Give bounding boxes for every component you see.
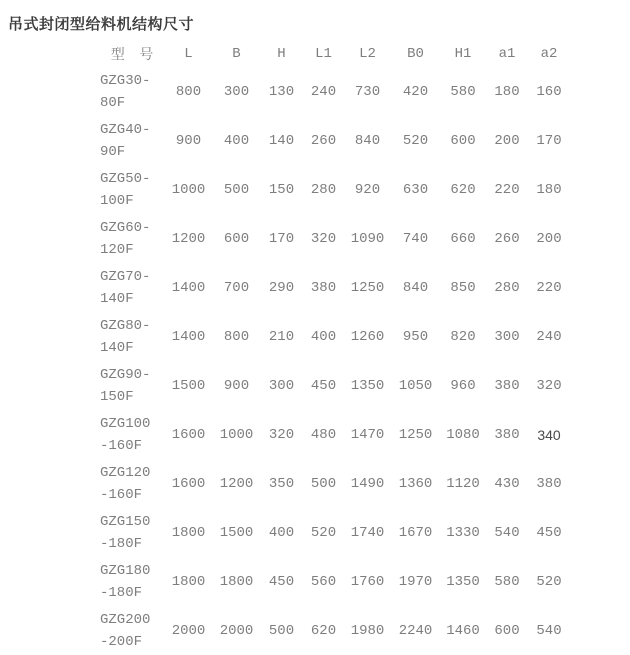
model-line-1: GZG200: [100, 611, 151, 628]
table-row: [100, 263, 570, 312]
model-cell: [100, 557, 164, 606]
value-cell: 500: [310, 475, 337, 492]
model-line-1: GZG100: [100, 415, 151, 432]
value-cell: 1670: [398, 524, 433, 541]
model-line-1: GZG120: [100, 464, 151, 481]
value-cell: 450: [536, 524, 562, 541]
model-line-1: GZG40-: [100, 121, 151, 138]
table-row: [100, 606, 570, 655]
table-row: [100, 557, 570, 606]
value-cell: 520: [536, 573, 562, 590]
model-line-1: GZG50-: [100, 170, 151, 187]
value-cell: 340: [537, 426, 561, 443]
value-cell: 620: [310, 622, 337, 639]
model-cell: [100, 312, 164, 361]
value-cell: 240: [536, 328, 562, 345]
column-header-a2: a2: [540, 46, 558, 62]
column-header-L1: L1: [315, 46, 332, 62]
model-line-1: GZG80-: [100, 317, 151, 334]
value-cell: 280: [310, 181, 337, 198]
value-cell: 580: [450, 83, 476, 100]
column-header-model: 型 号: [110, 48, 154, 64]
value-cell: 200: [494, 132, 520, 149]
value-cell: 1260: [350, 328, 385, 345]
model-line-2: 90F: [100, 143, 126, 160]
value-cell: 150: [268, 181, 295, 198]
model-line-2: -180F: [100, 535, 143, 552]
value-cell: 800: [223, 328, 250, 345]
table-row: [100, 116, 570, 165]
column-header-L2: L2: [359, 46, 376, 62]
value-cell: 1200: [219, 475, 254, 492]
value-cell: 2000: [171, 622, 206, 639]
value-cell: 1080: [446, 426, 480, 443]
column-header-B0: B0: [407, 46, 424, 62]
model-line-2: 140F: [100, 290, 134, 307]
model-cell: [100, 263, 164, 312]
value-cell: 740: [402, 230, 429, 247]
value-cell: 290: [268, 279, 295, 296]
value-cell: 1490: [350, 475, 385, 492]
model-line-1: GZG180: [100, 562, 151, 579]
model-line-1: GZG70-: [100, 268, 151, 285]
value-cell: 840: [354, 132, 381, 149]
model-line-2: -180F: [100, 584, 143, 601]
value-cell: 1970: [398, 573, 433, 590]
table-row: [100, 361, 570, 410]
value-cell: 130: [268, 83, 295, 100]
value-cell: 200: [536, 230, 562, 247]
value-cell: 840: [402, 279, 429, 296]
table-row: [100, 214, 570, 263]
value-cell: 600: [494, 622, 520, 639]
value-cell: 380: [494, 426, 520, 443]
value-cell: 1600: [171, 426, 206, 443]
model-cell: [100, 410, 164, 459]
value-cell: 1800: [171, 524, 206, 541]
value-cell: 180: [494, 83, 520, 100]
value-cell: 1500: [171, 377, 206, 394]
model-line-1: GZG30-: [100, 72, 151, 89]
value-cell: 1250: [398, 426, 433, 443]
value-cell: 1090: [350, 230, 385, 247]
table-body: [100, 67, 570, 655]
model-cell: [100, 361, 164, 410]
value-cell: 350: [268, 475, 295, 492]
value-cell: 1460: [446, 622, 480, 639]
value-cell: 1600: [171, 475, 206, 492]
value-cell: 1760: [350, 573, 385, 590]
model-line-2: 140F: [100, 339, 134, 356]
model-line-1: GZG60-: [100, 219, 151, 236]
value-cell: 560: [310, 573, 337, 590]
model-line-2: 120F: [100, 241, 134, 258]
value-cell: 140: [268, 132, 295, 149]
model-line-2: -160F: [100, 437, 143, 454]
value-cell: 730: [354, 83, 381, 100]
value-cell: 380: [494, 377, 520, 394]
value-cell: 920: [354, 181, 381, 198]
value-cell: 1050: [398, 377, 433, 394]
value-cell: 280: [494, 279, 520, 296]
value-cell: 950: [402, 328, 429, 345]
column-header-H1: H1: [454, 46, 472, 62]
value-cell: 160: [536, 83, 562, 100]
value-cell: 540: [536, 622, 562, 639]
value-cell: 500: [268, 622, 295, 639]
value-cell: 450: [268, 573, 295, 590]
model-cell: [100, 67, 164, 116]
dimensions-table: [100, 41, 570, 655]
column-header-H: H: [277, 46, 286, 62]
value-cell: 420: [402, 83, 429, 100]
value-cell: 960: [450, 377, 476, 394]
value-cell: 600: [223, 230, 250, 247]
value-cell: 820: [450, 328, 476, 345]
value-cell: 800: [175, 83, 202, 100]
value-cell: 380: [310, 279, 337, 296]
value-cell: 1330: [446, 524, 480, 541]
model-cell: [100, 165, 164, 214]
value-cell: 170: [268, 230, 295, 247]
value-cell: 1740: [350, 524, 385, 541]
value-cell: 1400: [171, 328, 206, 345]
value-cell: 220: [536, 279, 562, 296]
table-row: [100, 312, 570, 361]
page-title: 吊式封闭型给料机结构尺寸: [8, 16, 195, 33]
value-cell: 850: [450, 279, 476, 296]
value-cell: 1400: [171, 279, 206, 296]
value-cell: 210: [268, 328, 295, 345]
table-row: [100, 165, 570, 214]
value-cell: 220: [494, 181, 520, 198]
value-cell: 600: [450, 132, 476, 149]
value-cell: 500: [223, 181, 250, 198]
value-cell: 1250: [350, 279, 385, 296]
value-cell: 400: [268, 524, 295, 541]
value-cell: 240: [310, 83, 337, 100]
value-cell: 1120: [446, 475, 480, 492]
table-header-row: [100, 41, 570, 67]
value-cell: 2240: [398, 622, 433, 639]
value-cell: 1350: [350, 377, 385, 394]
table-row: [100, 459, 570, 508]
value-cell: 320: [536, 377, 562, 394]
value-cell: 520: [402, 132, 429, 149]
model-line-2: -160F: [100, 486, 143, 503]
value-cell: 400: [223, 132, 250, 149]
value-cell: 170: [536, 132, 562, 149]
model-cell: [100, 459, 164, 508]
column-header-a1: a1: [498, 46, 516, 62]
value-cell: 260: [494, 230, 520, 247]
value-cell: 260: [310, 132, 337, 149]
value-cell: 320: [268, 426, 295, 443]
value-cell: 450: [310, 377, 337, 394]
value-cell: 1500: [219, 524, 254, 541]
value-cell: 700: [223, 279, 250, 296]
value-cell: 630: [402, 181, 429, 198]
value-cell: 620: [450, 181, 476, 198]
value-cell: 380: [536, 475, 562, 492]
value-cell: 660: [450, 230, 476, 247]
model-line-2: 80F: [100, 94, 126, 111]
value-cell: 320: [310, 230, 337, 247]
value-cell: 580: [494, 573, 520, 590]
value-cell: 480: [310, 426, 337, 443]
value-cell: 400: [310, 328, 337, 345]
value-cell: 180: [536, 181, 562, 198]
value-cell: 1000: [171, 181, 206, 198]
value-cell: 1470: [350, 426, 385, 443]
value-cell: 300: [494, 328, 520, 345]
model-line-2: -200F: [100, 633, 143, 650]
table-row: [100, 508, 570, 557]
value-cell: 300: [223, 83, 250, 100]
column-header-B: B: [232, 46, 241, 62]
value-cell: 900: [223, 377, 250, 394]
value-cell: 1000: [219, 426, 254, 443]
model-cell: [100, 214, 164, 263]
value-cell: 540: [494, 524, 520, 541]
model-cell: [100, 606, 164, 655]
model-cell: [100, 116, 164, 165]
value-cell: 1800: [219, 573, 254, 590]
value-cell: 900: [175, 132, 202, 149]
value-cell: 1800: [171, 573, 206, 590]
column-header-L: L: [184, 46, 193, 62]
value-cell: 1360: [398, 475, 433, 492]
model-cell: [100, 508, 164, 557]
model-line-1: GZG150: [100, 513, 151, 530]
value-cell: 2000: [219, 622, 254, 639]
value-cell: 430: [494, 475, 520, 492]
value-cell: 300: [268, 377, 295, 394]
value-cell: 520: [310, 524, 337, 541]
model-line-2: 150F: [100, 388, 134, 405]
table-row: [100, 67, 570, 116]
value-cell: 1980: [350, 622, 385, 639]
model-line-2: 100F: [100, 192, 134, 209]
model-line-1: GZG90-: [100, 366, 151, 383]
table-row: [100, 410, 570, 459]
value-cell: 1200: [171, 230, 206, 247]
value-cell: 1350: [446, 573, 480, 590]
